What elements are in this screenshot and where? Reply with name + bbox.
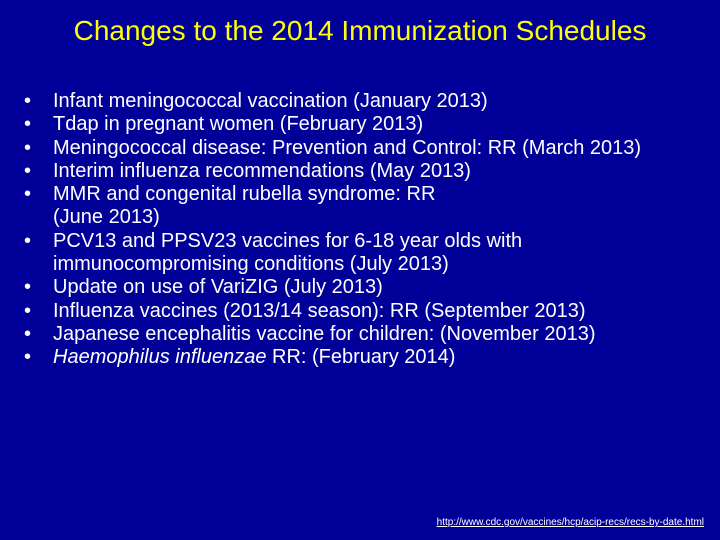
bullet-icon: •: [24, 276, 32, 299]
bullet-icon: •: [24, 159, 32, 182]
bullet-icon: •: [24, 136, 32, 159]
bullet-item-8: [22, 300, 702, 323]
bullet-item-9: [22, 323, 702, 346]
bullet-icon: •: [24, 229, 32, 252]
bullet-text: Tdap in pregnant women (February 2013): [53, 113, 424, 136]
bullet-item-2: [22, 113, 702, 136]
bullet-text: Influenza vaccines (2013/14 season): RR (September 2013): [53, 299, 586, 322]
bullet-text-italic: Haemophilus influenzae: [53, 346, 267, 369]
bullet-text: RR: (February 2014): [266, 346, 456, 369]
source-link[interactable]: http://www.cdc.gov/vaccines/hcp/acip-recs/recs-by-date.html: [436, 517, 704, 528]
bullet-text: MMR and congenital rubella syndrome: RR: [53, 183, 436, 206]
bullet-item-3: [22, 137, 702, 160]
bullet-icon: •: [24, 183, 32, 206]
slide-title: Changes to the 2014 Immunization Schedules: [73, 15, 647, 46]
bullet-text: PCV13 and PPSV23 vaccines for 6-18 year olds with immunocompromising conditions (July 2013): [53, 229, 523, 276]
bullet-text: Meningococcal disease: Prevention and Control: RR (March 2013): [53, 136, 642, 159]
bullet-item-7: [22, 276, 702, 299]
bullet-item-6: [22, 230, 702, 277]
bullet-list: [22, 90, 702, 370]
bullet-text: Update on use of VariZIG (July 2013): [53, 276, 383, 299]
bullet-icon: •: [24, 113, 32, 136]
bullet-text: Japanese encephalitis vaccine for children: (November 2013): [53, 322, 596, 345]
bullet-text: Interim influenza recommendations (May 2013): [53, 159, 471, 182]
bullet-text: Infant meningococcal vaccination (January 2013): [53, 90, 488, 112]
bullet-icon: •: [24, 346, 32, 369]
bullet-item-5: [22, 183, 702, 230]
bullet-icon: •: [24, 322, 32, 345]
bullet-icon: •: [24, 90, 32, 112]
bullet-icon: •: [24, 299, 32, 322]
bullet-item-4: [22, 160, 702, 183]
bullet-item-1: [22, 90, 702, 113]
bullet-text-continued: (June 2013): [53, 206, 160, 229]
bullet-item-10: [22, 346, 702, 369]
